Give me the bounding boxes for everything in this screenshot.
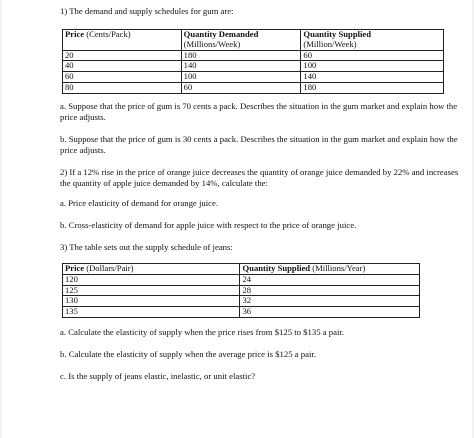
table-cell: 140 (301, 72, 444, 83)
question-3-heading: 3) The table sets out the supply schedule of jeans: (60, 242, 233, 252)
table-row (63, 72, 444, 83)
table-cell: 135 (63, 307, 240, 318)
table-header-row (63, 264, 420, 275)
table-cell: 180 (301, 82, 444, 93)
table-cell: 32 (240, 296, 420, 307)
table-row (63, 82, 444, 93)
question-2b-text: b. Cross-elasticity of demand for apple juice with respect to the price of orange juice. (60, 220, 357, 230)
table-cell: 60 (301, 50, 444, 61)
table-cell: 28 (240, 285, 420, 296)
question-3b-text: b. Calculate the elasticity of supply when the average price is $125 a pair. (60, 349, 316, 359)
table-cell: 40 (63, 61, 182, 72)
table-row (63, 61, 444, 72)
table-row (63, 50, 444, 61)
column-header-quantity-demanded: Quantity Demanded (Millions/Week) (181, 30, 301, 51)
table-cell: 100 (301, 61, 444, 72)
column-header-quantity-supplied: Quantity Supplied (Million/Week) (301, 30, 444, 51)
table-cell: 130 (63, 296, 240, 307)
table-cell: 20 (63, 50, 182, 61)
question-1a-text: a. Suppose that the price of gum is 70 cents a pack. Describes the situation in the gum market and explain how the price adjusts. (60, 101, 458, 122)
column-header-price: Price (Cents/Pack) (63, 30, 182, 51)
table-header-row (63, 30, 444, 51)
table-row (63, 296, 420, 307)
table-cell: 60 (63, 72, 182, 83)
table-cell: 140 (181, 61, 301, 72)
table-cell: 180 (181, 50, 301, 61)
table-cell: 60 (181, 82, 301, 93)
table-cell: 36 (240, 307, 420, 318)
table-cell: 24 (240, 274, 420, 285)
table-row (63, 285, 420, 296)
document-page (2, 0, 472, 438)
question-1b-text: b. Suppose that the price of gum is 30 cents a pack. Describes the situation in the gum market and explain how the price adjusts. (60, 134, 458, 155)
table-cell: 100 (181, 72, 301, 83)
question-3c-text: c. Is the supply of jeans elastic, inelastic, or unit elastic? (60, 371, 256, 381)
gum-schedule-table (62, 29, 444, 94)
column-header-quantity-supplied: Quantity Supplied (Millions/Year) (240, 264, 420, 275)
question-1-heading: 1) The demand and supply schedules for gum are: (60, 6, 234, 16)
table-row (63, 307, 420, 318)
question-2a-text: a. Price elasticity of demand for orange juice. (60, 198, 218, 208)
column-header-price: Price (Dollars/Pair) (63, 264, 240, 275)
table-cell: 80 (63, 82, 182, 93)
question-2-heading: 2) If a 12% rise in the price of orange juice decreases the quantity of orange juice demanded by 22% and increases the quantity of apple juice demanded by 14%, calculate the: (60, 167, 459, 188)
jeans-supply-table (62, 263, 420, 318)
question-3a-text: a. Calculate the elasticity of supply when the price rises from $125 to $135 a pair. (60, 327, 344, 337)
table-cell: 120 (63, 274, 240, 285)
table-cell: 125 (63, 285, 240, 296)
table-row (63, 274, 420, 285)
